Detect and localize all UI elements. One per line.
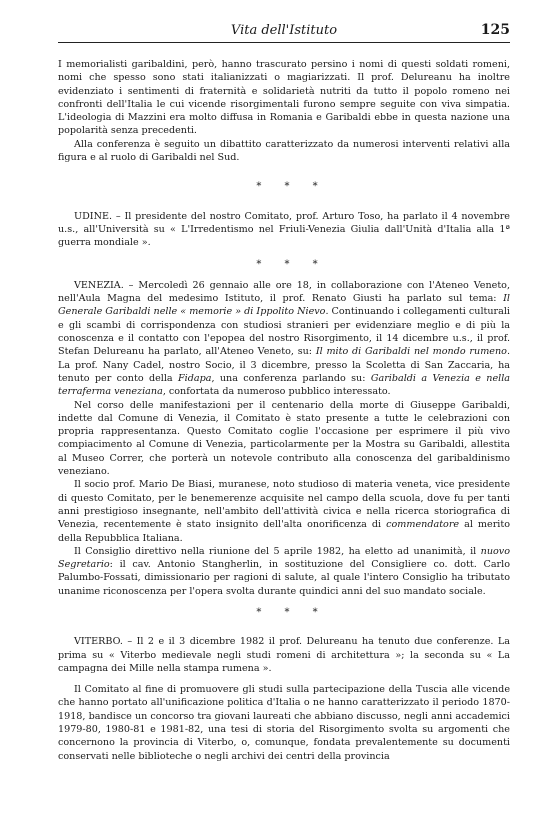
section-separator: * * *: [256, 258, 328, 270]
paragraph-centenario: Nel corso delle manifestazioni per il centenario della morte di Giuseppe Garibaldi, indette dal Comune di Venezia, il Comitato è stato presente a tutte le celebrazioni con propria rappresentanza. Questo Comitato coglie l'occasione per esprimere il più vivo compiacimento al Comune di Venezia, particolarmente per la Mostra su Garibaldi, allestita al Museo Correr, che porterà un notevole contributo alla conoscenza del garibaldinismo veneziano.: [58, 399, 510, 478]
section-separator: * * *: [256, 181, 328, 193]
paragraph-dibattito: Alla conferenza è seguito un dibattito caratterizzato da numerosi interventi relativi alla figura e al ruolo di Garibaldi nel Sud.: [58, 138, 510, 164]
title-mito: Il mito di Garibaldi nel mondo rumeno: [315, 346, 507, 358]
document-body: [58, 58, 510, 763]
paragraph-viterbo: VITERBO. – Il 2 e il 3 dicembre 1982 il prof. Delureanu ha tenuto due conferenze. La prima su « Viterbo medievale negli studi romeni di architettura »; la seconda su « La campagna dei Mille nella stampa rumena ».: [58, 636, 510, 674]
title-nievo: Il Generale Garibaldi nelle « memorie » di Ippolito Nievo: [58, 293, 510, 318]
paragraph-concorso: Il Comitato al fine di promuovere gli studi sulla partecipazione della Tuscia alle vicende che hanno portato all'unificazione politica d'Italia o ne hanno caratterizzato il periodo 1870-1918, bandisce un concorso tra giovani laureati che abbiano discusso, negli anni accademici 1979-80, 1980-81 e 1981-82, una tesi di storia del Risorgimento svolta su argomenti che concernono la provincia di Viterbo, o, comunque, fondata prevalentemente su documenti conservati nelle biblioteche o negli archivi dei centri della provincia: [58, 684, 510, 762]
paragraph-venezia: VENEZIA. – Mercoledì 26 gennaio alle ore 18, in collaborazione con l'Ateneo Veneto, nell'Aula Magna del medesimo Istituto, il prof. Renato Giusti ha parlato sul tema: Il Generale Garibaldi nelle « memorie » di Ippolito Nievo. Continuando i collegamenti culturali e gli scambi di corrispondenza con studiosi stranieri per evidenziare meglio e di più la conoscenza e il contatto con l'epopea del nostro Risorgimento, il 14 dicembre u.s., il prof. Stefan Delureanu ha parlato, all'Ateneo Veneto, su: Il mito di Garibaldi nel mondo rumeno. La prof. Nany Cadel, nostro Socio, il 3 dicembre, presso la Scoletta di San Zaccaria, ha tenuto per conto della Fidapa, una conferenza parlando su: Garibaldi a Venezia e nella terraferma veneziana, confortata da numeroso pubblico interessato.: [58, 279, 510, 398]
title-terraferma: Garibaldi a Venezia e nella terraferma veneziana: [58, 372, 510, 398]
running-title: Vita dell'Istituto: [230, 23, 338, 38]
section-separator: * * *: [256, 606, 328, 618]
paragraph-de-biasi: Il socio prof. Mario De Biasi, muranese, noto studioso di materia veneta, vice presidente di questo Comitato, per le benemerenze acquisite nel campo della scuola, dove fu per tanti anni prestigioso insegnante, nell'ambito dell'attività civica e nella ricerca storiografica di Venezia, recentemente è stato insignito dell'alta onorificenza di commendatore al merito della Repubblica Italiana.: [58, 479, 510, 544]
paragraph-consiglio: Il Consiglio direttivo nella riunione del 5 aprile 1982, ha eletto ad unanimità, il nuovo Segretario: il cav. Antonio Stangherlin, in sostituzione del Consigliere co. dott. Carlo Palumbo-Fossati, dimissionario per ragioni di salute, al quale l'intero Consiglio ha tributato unanime riconoscenza per l'opera svolta durante quindici anni del suo mandato sociale.: [58, 545, 510, 597]
paragraph-udine: UDINE. – Il presidente del nostro Comitato, prof. Arturo Toso, ha parlato il 4 novembre u.s., all'Università su « L'Irredentismo nel Friuli-Venezia Giulia dall'Unità d'Italia alla 1ª guerra mondiale ».: [58, 210, 510, 249]
running-header: [58, 22, 510, 43]
name-fidapa: Fidapa: [178, 372, 212, 384]
paragraph-memorialisti: I memorialisti garibaldini, però, hanno trascurato persino i nomi di questi soldati romeni, nomi che spesso sono stati italianizzati o magiarizzati. Il prof. Delureanu ha inoltre evidenziato i sentimenti di fraternità e solidarietà nutriti da tutto il popolo romeno nei confronti dell'Italia le cui vicende risorgimentali furono sempre seguite con viva simpatia. L'ideologia di Mazzini era molto diffusa in Romania e Garibaldi ebbe in questa nazione una popolarità senza precedenti.: [58, 59, 510, 137]
page-number: 125: [480, 22, 510, 38]
